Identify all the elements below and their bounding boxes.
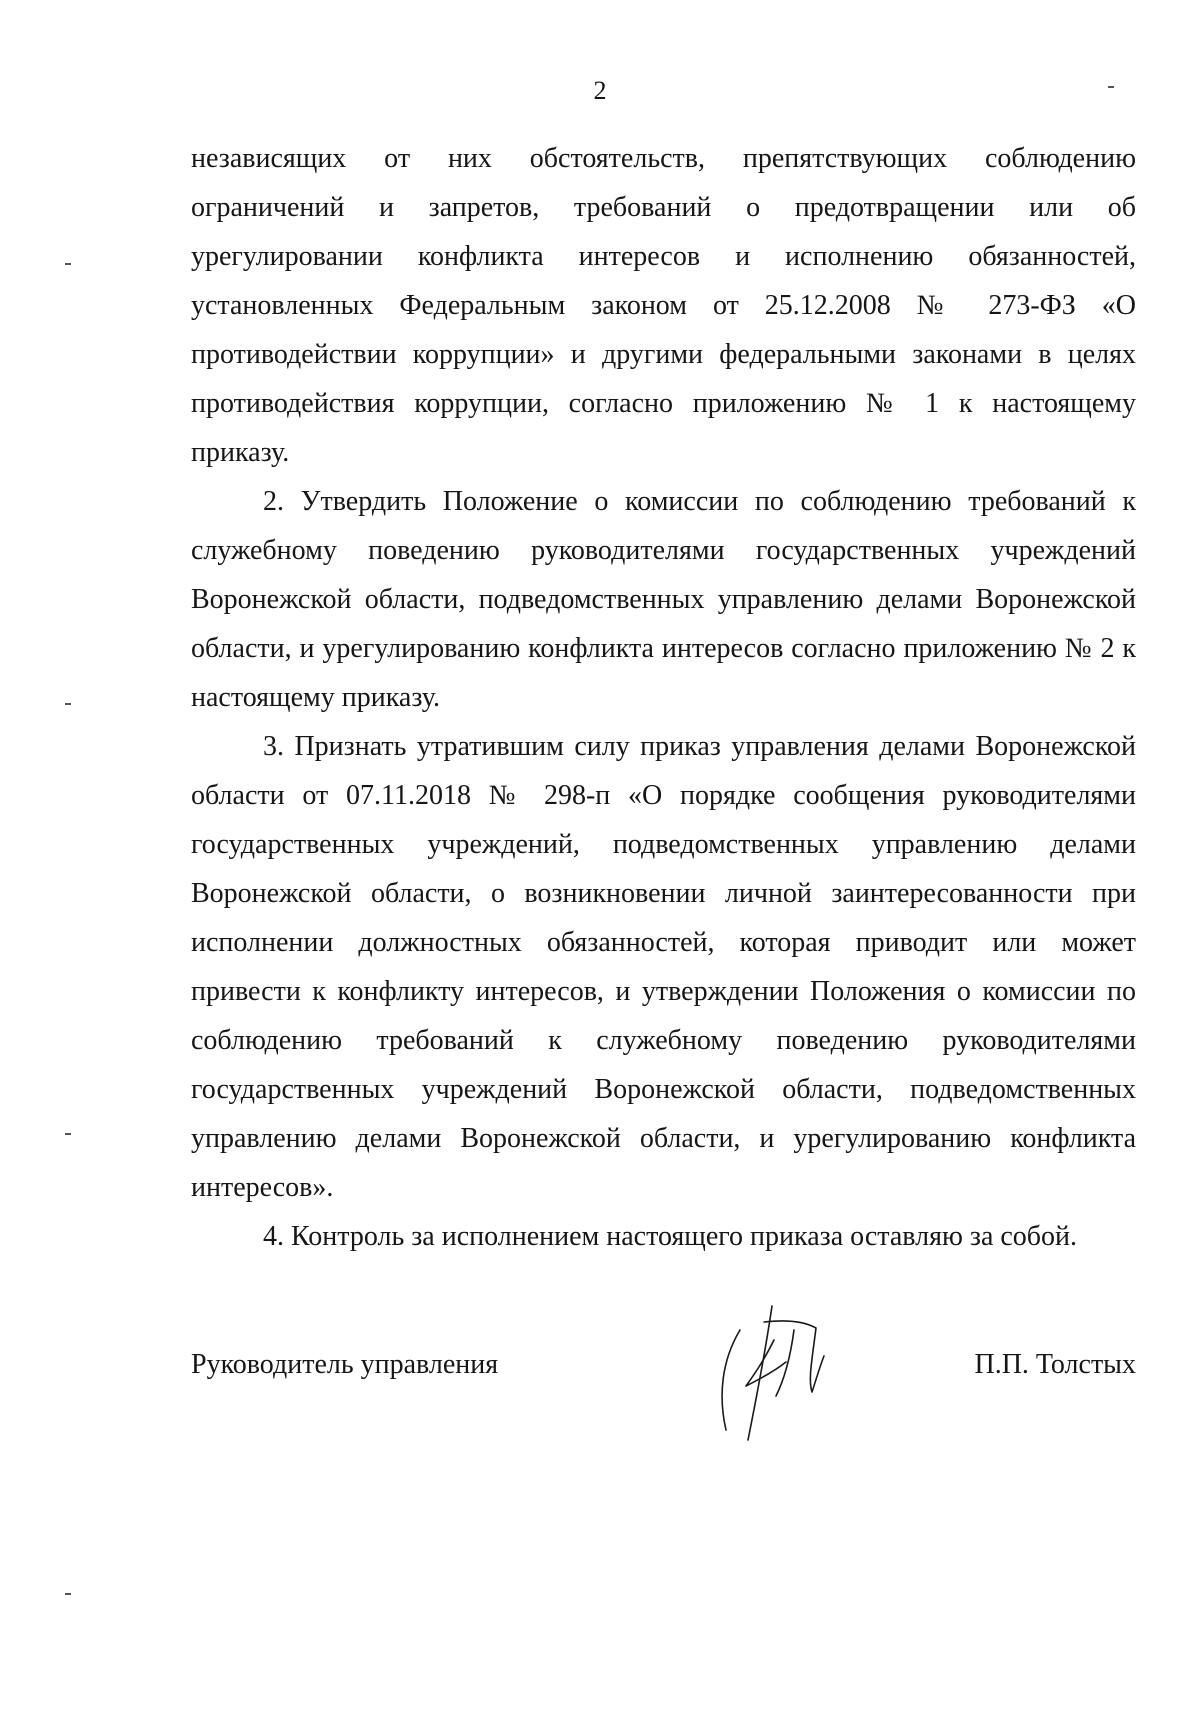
paragraph-item-2: 2. Утвердить Положение о комиссии по соблюдению требований к служебному поведению руководителями государственных учреждений Воронежской области, подведомственных управлению делами Воронежской области, и урегулированию конфликта интересов согласно приложению № 2 к настоящему приказу. — [191, 486, 1136, 713]
document-body — [191, 134, 1136, 1261]
paragraph-item-3: 3. Признать утратившим силу приказ управления делами Воронежской области от 07.11.2018 № 298-п «О порядке сообщения руководителями государственных учреждений, подведомственных управлению делами Воронежской области, о возникновении личной заинтересованности при исполнении должностных обязанностей, которая приводит или может привести к конфликту интересов, и утверждении Положения о комиссии по соблюдению требований к служебному поведению руководителями государственных учреждений Воронежской области, подведомственных управлению делами Воронежской области, и урегулированию конфликта интересов». — [191, 731, 1136, 1203]
signer-title: Руководитель управления — [191, 1349, 499, 1380]
handwritten-signature-icon — [712, 1300, 842, 1450]
paragraph-continuation: независящих от них обстоятельств, препятствующих соблюдению ограничений и запретов, требований о предотвращении или об урегулировании конфликта интересов и исполнению обязанностей, установленных Федеральным законом от 25.12.2008 № 273-ФЗ «О противодействии коррупции» и другими федеральными законами в целях противодействия коррупции, согласно приложению № 1 к настоящему приказу. — [191, 143, 1136, 468]
page-number: 2 — [593, 76, 607, 105]
scan-speck — [65, 1133, 71, 1135]
scan-speck — [65, 1593, 71, 1595]
scan-speck — [1108, 86, 1114, 88]
signer-name: П.П. Толстых — [974, 1349, 1136, 1380]
scan-speck — [65, 263, 71, 265]
paragraph-item-4: 4. Контроль за исполнением настоящего приказа оставляю за собой. — [263, 1221, 1078, 1252]
scan-speck — [65, 703, 71, 705]
signature-block — [191, 1340, 1136, 1390]
